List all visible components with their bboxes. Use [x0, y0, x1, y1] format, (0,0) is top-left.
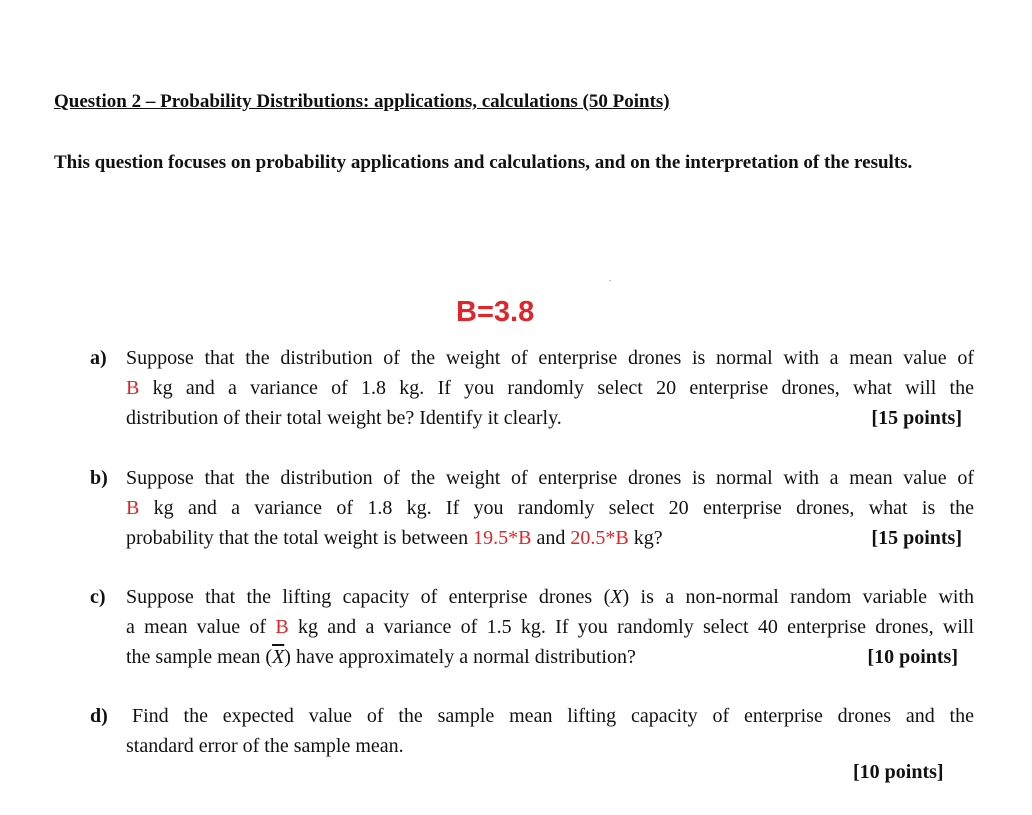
- part-c-b-variable: B: [275, 616, 289, 638]
- part-b-b-variable: B: [126, 497, 140, 519]
- part-a-line-2-text: kg and a variance of 1.8 kg. If you randomly select 20 enterprise drones, what will the: [139, 377, 974, 399]
- part-c-line-1: [126, 582, 974, 612]
- part-b-line-3-end: kg?: [628, 527, 663, 549]
- stray-mark: [609, 280, 611, 281]
- question-part-c: [90, 582, 974, 672]
- part-b-line-3-and: and: [531, 527, 571, 549]
- question-intro: This question focuses on probability applications and calculations, and on the interpretation of the results.: [54, 152, 913, 173]
- part-b-upper-bound: 20.5*B: [570, 527, 629, 549]
- part-b-line-1: Suppose that the distribution of the weight of enterprise drones is normal with a mean value of: [126, 467, 974, 489]
- part-a-line-3-text: distribution of their total weight be? Identify it clearly.: [126, 407, 562, 429]
- part-b-points: [15 points]: [871, 527, 962, 549]
- question-part-b: [90, 463, 974, 553]
- part-d-points: [10 points]: [853, 761, 944, 783]
- part-a-line-1: Suppose that the distribution of the weight of enterprise drones is normal with a mean value of: [126, 347, 974, 369]
- part-c-label: c): [90, 586, 106, 608]
- part-c-line-3-start: the sample mean (: [126, 646, 273, 668]
- part-b-label: b): [90, 467, 108, 489]
- part-c-line-2-start: a mean value of: [126, 616, 276, 638]
- part-b-line-3: [126, 523, 974, 553]
- part-c-points: [10 points]: [867, 646, 958, 668]
- question-title: Question 2 – Probability Distributions: applications, calculations (50 Points): [54, 91, 670, 112]
- part-c-line-1-start: Suppose that the lifting capacity of enterprise drones (: [126, 586, 611, 608]
- part-b-line-2: [126, 493, 974, 523]
- part-c-xbar-variable: $\overline{X}$: [272, 646, 285, 668]
- b-value-label: B=3.8: [456, 296, 535, 328]
- part-c-x-variable: X: [610, 586, 623, 608]
- question-part-a: [90, 343, 974, 433]
- part-d-label: d): [90, 705, 108, 727]
- part-a-b-variable: B: [126, 377, 140, 399]
- part-c-line-2: [126, 612, 974, 642]
- part-d-line-1: Find the expected value of the sample mean lifting capacity of enterprise drones and the: [132, 705, 974, 727]
- part-c-line-2-end: kg and a variance of 1.5 kg. If you randomly select 40 enterprise drones, will: [288, 616, 974, 638]
- part-b-line-3-start: probability that the total weight is between: [126, 527, 474, 549]
- part-c-line-1-end: ) is a non-normal random variable with: [622, 586, 974, 608]
- part-c-line-3: [126, 642, 974, 672]
- part-a-line-2: [126, 373, 974, 403]
- part-b-lower-bound: 19.5*B: [473, 527, 532, 549]
- part-d-line-2: standard error of the sample mean.: [126, 735, 404, 757]
- question-part-d: [90, 701, 974, 761]
- part-c-line-3-end: ) have approximately a normal distribution?: [284, 646, 636, 668]
- part-a-points: [15 points]: [871, 407, 962, 429]
- part-a-label: a): [90, 347, 107, 369]
- part-a-line-3: [126, 403, 974, 433]
- part-b-line-2-text: kg and a variance of 1.8 kg. If you randomly select 20 enterprise drones, what is the: [139, 497, 974, 519]
